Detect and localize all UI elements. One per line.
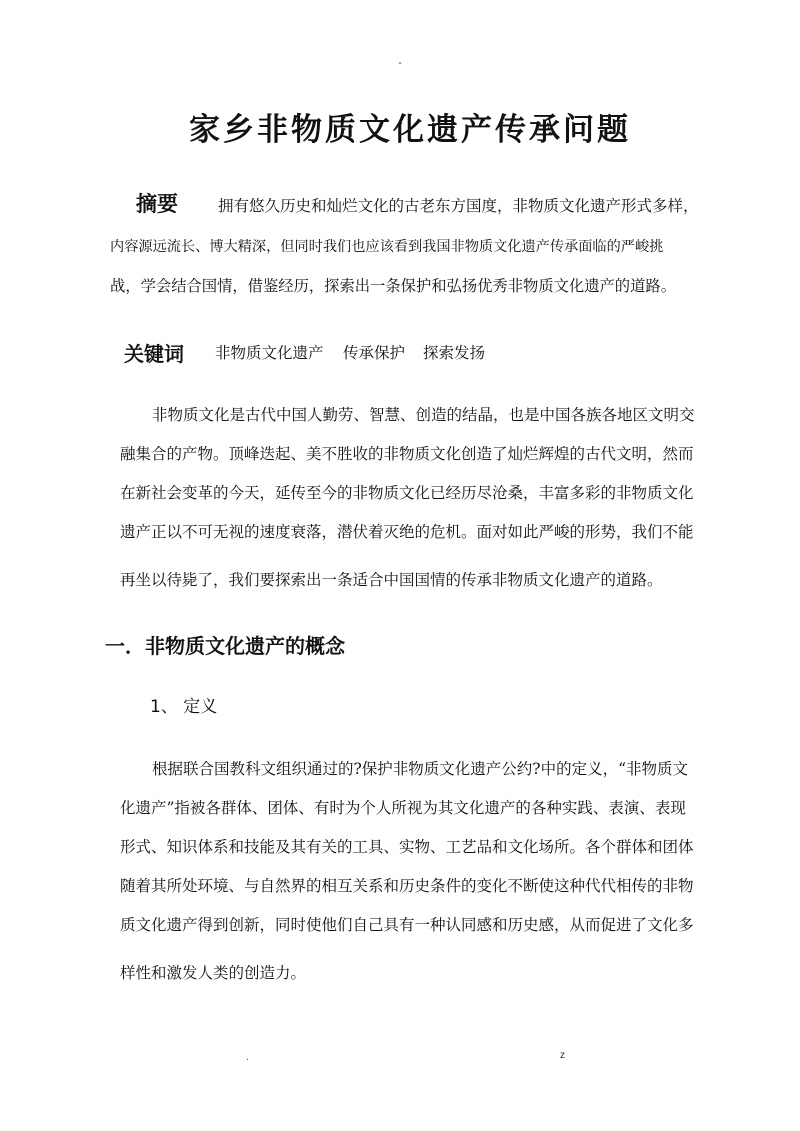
header-mark: -	[398, 58, 402, 69]
intro-line: 融集合的产物。顶峰迭起、美不胜收的非物质文化创造了灿烂辉煌的古代文明，然而	[120, 445, 694, 463]
footer-right-mark: z	[560, 1050, 565, 1061]
keywords-label: 关键词	[124, 342, 184, 366]
abstract-line: 拥有悠久历史和灿烂文化的古老东方国度，非物质文化遗产形式多样，	[218, 197, 699, 215]
document-title: 家乡非物质文化遗产传承问题	[189, 112, 631, 148]
keyword-item: 非物质文化遗产	[215, 344, 324, 362]
abstract-label: 摘要	[136, 192, 178, 216]
section-heading: 一．非物质文化遗产的概念	[105, 634, 345, 658]
keyword-item: 探索发扬	[423, 344, 486, 362]
definition-line: 化遗产”指被各群体、团体、有时为个人所视为其文化遗产的各种实践、表演、表现	[120, 799, 686, 817]
definition-line: 质文化遗产得到创新，同时使他们自己具有一种认同感和历史感，从而促进了文化多	[120, 916, 694, 934]
definition-line: 随着其所处环境、与自然界的相互关系和历史条件的变化不断使这种代代相传的非物	[120, 877, 694, 895]
definition-line: 形式、知识体系和技能及其有关的工具、实物、工艺品和文化场所。各个群体和团体	[120, 838, 694, 856]
abstract-line: 战，学会结合国情，借鉴经历，探索出一条保护和弘扬优秀非物质文化遗产的道路。	[110, 277, 676, 295]
abstract-line: 内容源远流长、博大精深，但同时我们也应该看到我国非物质文化遗产传承面临的严峻挑	[110, 239, 664, 255]
intro-line: 遗产正以不可无视的速度衰落，潜伏着灭绝的危机。面对如此严峻的形势，我们不能	[120, 523, 694, 541]
subsection-heading: 1、 定义	[150, 697, 218, 717]
intro-line: 非物质文化是古代中国人勤劳、智慧、创造的结晶，也是中国各族各地区文明交	[152, 406, 695, 424]
footer-left-mark: .	[246, 1052, 249, 1063]
intro-line: 再坐以待毙了，我们要探索出一条适合中国国情的传承非物质文化遗产的道路。	[120, 571, 663, 589]
intro-line: 在新社会变革的今天，延传至今的非物质文化已经历尽沧桑，丰富多彩的非物质文化	[120, 484, 694, 502]
definition-line: 根据联合国教科文组织通过的?保护非物质文化遗产公约?中的定义，“非物质文	[152, 760, 689, 778]
definition-line: 样性和激发人类的创造力。	[120, 964, 307, 982]
keyword-item: 传承保护	[343, 344, 406, 362]
